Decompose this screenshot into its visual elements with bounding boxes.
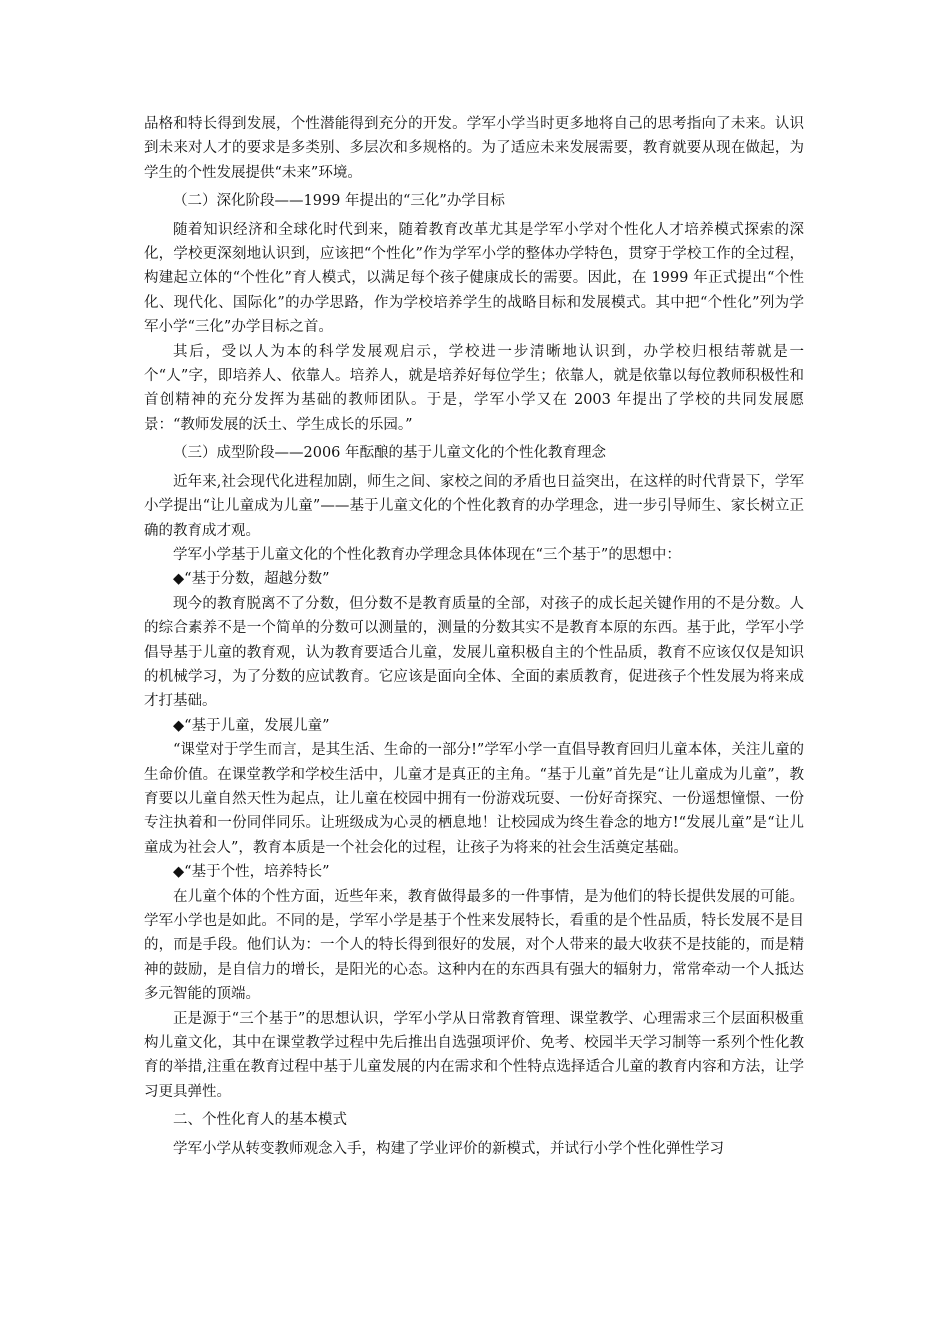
paragraph: “课堂对于学生而言，是其生活、生命的一部分!”学军小学一直倡导教育回归儿童本体，关注儿童的生命价值。在课堂教学和学校生活中，儿童才是真正的主角。“基于儿童”首先是“让儿童成为儿童”，教育要以儿童自然天性为起点，让儿童在校园中拥有一份游戏玩耍、一份好奇探究、一份遥想憧憬、一份专注执着和一份同伴同乐。让班级成为心灵的栖息地！让校园成为终生眷念的地方!“发展儿童”是“让儿童成为社会人”，教育本质是一个社会化的过程，让孩子为将来的社会生活奠定基础。 [144,742,804,856]
bullet-heading-children: ◆“基于儿童，发展儿童” [173,717,330,734]
paragraph-truncated: 学军小学从转变教师观念入手，构建了学业评价的新模式，并试行小学个性化弹性学习 [173,1140,724,1157]
bullet-heading-scores: ◆“基于分数，超越分数” [173,571,330,588]
paragraph: 其后，受以人为本的科学发展观启示，学校进一步清晰地认识到，办学校归根结蒂就是一个“人”字，即培养人、依靠人。培养人，就是培养好每位学生；依靠人，就是依靠以每位教师积极性和首创精神的充分发挥为基础的教师团队。于是，学军小学又在 2003 年提出了学校的共同发展愿景：“教师发展的沃土、学生成长的乐园。” [144,343,804,433]
paragraph: 正是源于“三个基于”的思想认识，学军小学从日常教育管理、课堂教学、心理需求三个层面积极重构儿童文化，其中在课堂教学过程中先后推出自选强项评价、免考、校园半天学习制等一系列个性化教育的举措,注重在教育过程中基于儿童发展的内在需求和个性特点选择适合儿童的教育内容和方法，让学习更具弹性。 [144,1010,804,1100]
paragraph: 现今的教育脱离不了分数，但分数不是教育质量的全部，对孩子的成长起关键作用的不是分数。人的综合素养不是一个简单的分数可以测量的，测量的分数其实不是教育本原的东西。基于此，学军小学倡导基于儿童的教育观，认为教育要适合儿童，发展儿童积极自主的个性品质，教育不应该仅仅是知识的机械学习，为了分数的应试教育。它应该是面向全体、全面的素质教育，促进孩子个性发展为将来成才打基础。 [144,595,804,710]
section-heading-forming-stage: （三）成型阶段——2006 年酝酿的基于儿童文化的个性化教育理念 [173,445,607,462]
bullet-heading-individuality: ◆“基于个性，培养特长” [173,864,330,881]
paragraph: 近年来,社会现代化进程加剧，师生之间、家校之间的矛盾也日益突出，在这样的时代背景下，学军小学提出“让儿童成为儿童”——基于儿童文化的个性化教育的办学理念，进一步引导师生、家长树立正确的教育成才观。 [144,473,804,539]
paragraph-continuation: 品格和特长得到发展，个性潜能得到充分的开发。学军小学当时更多地将自己的思考指向了未来。认识到未来对人才的要求是多类别、多层次和多规格的。为了适应未来发展需要，教育就要从现在做起，为学生的个性发展提供“未来”环境。 [144,116,804,181]
document-body [144,112,804,1161]
paragraph: 学军小学基于儿童文化的个性化教育办学理念具体体现在“三个基于”的思想中： [173,546,681,563]
paragraph: 在儿童个体的个性方面，近些年来，教育做得最多的一件事情，是为他们的特长提供发展的可能。学军小学也是如此。不同的是，学军小学是基于个性来发展特长，看重的是个性品质，特长发展不是目的，而是手段。他们认为：一个人的特长得到很好的发展，对个人带来的最大收获不是技能的，而是精神的鼓励，是自信力的增长，是阳光的心态。这种内在的东西具有强大的辐射力，常常牵动一个人抵达多元智能的顶端。 [144,888,804,1003]
section-heading-deepening-stage: （二）深化阶段——1999 年提出的“三化”办学目标 [173,193,505,210]
paragraph: 随着知识经济和全球化时代到来，随着教育改革尤其是学军小学对个性化人才培养模式探索的深化，学校更深刻地认识到，应该把“个性化”作为学军小学的整体办学特色，贯穿于学校工作的全过程，构建起立体的“个性化”育人模式，以满足每个孩子健康成长的需要。因此，在 1999 年正式提出“个性化、现代化、国际化”的办学思路，作为学校培养学生的战略目标和发展模式。其中把“个性化”列为学军小学“三化”办学目标之首。 [144,221,804,336]
section-heading-basic-model: 二、个性化育人的基本模式 [173,1112,347,1129]
